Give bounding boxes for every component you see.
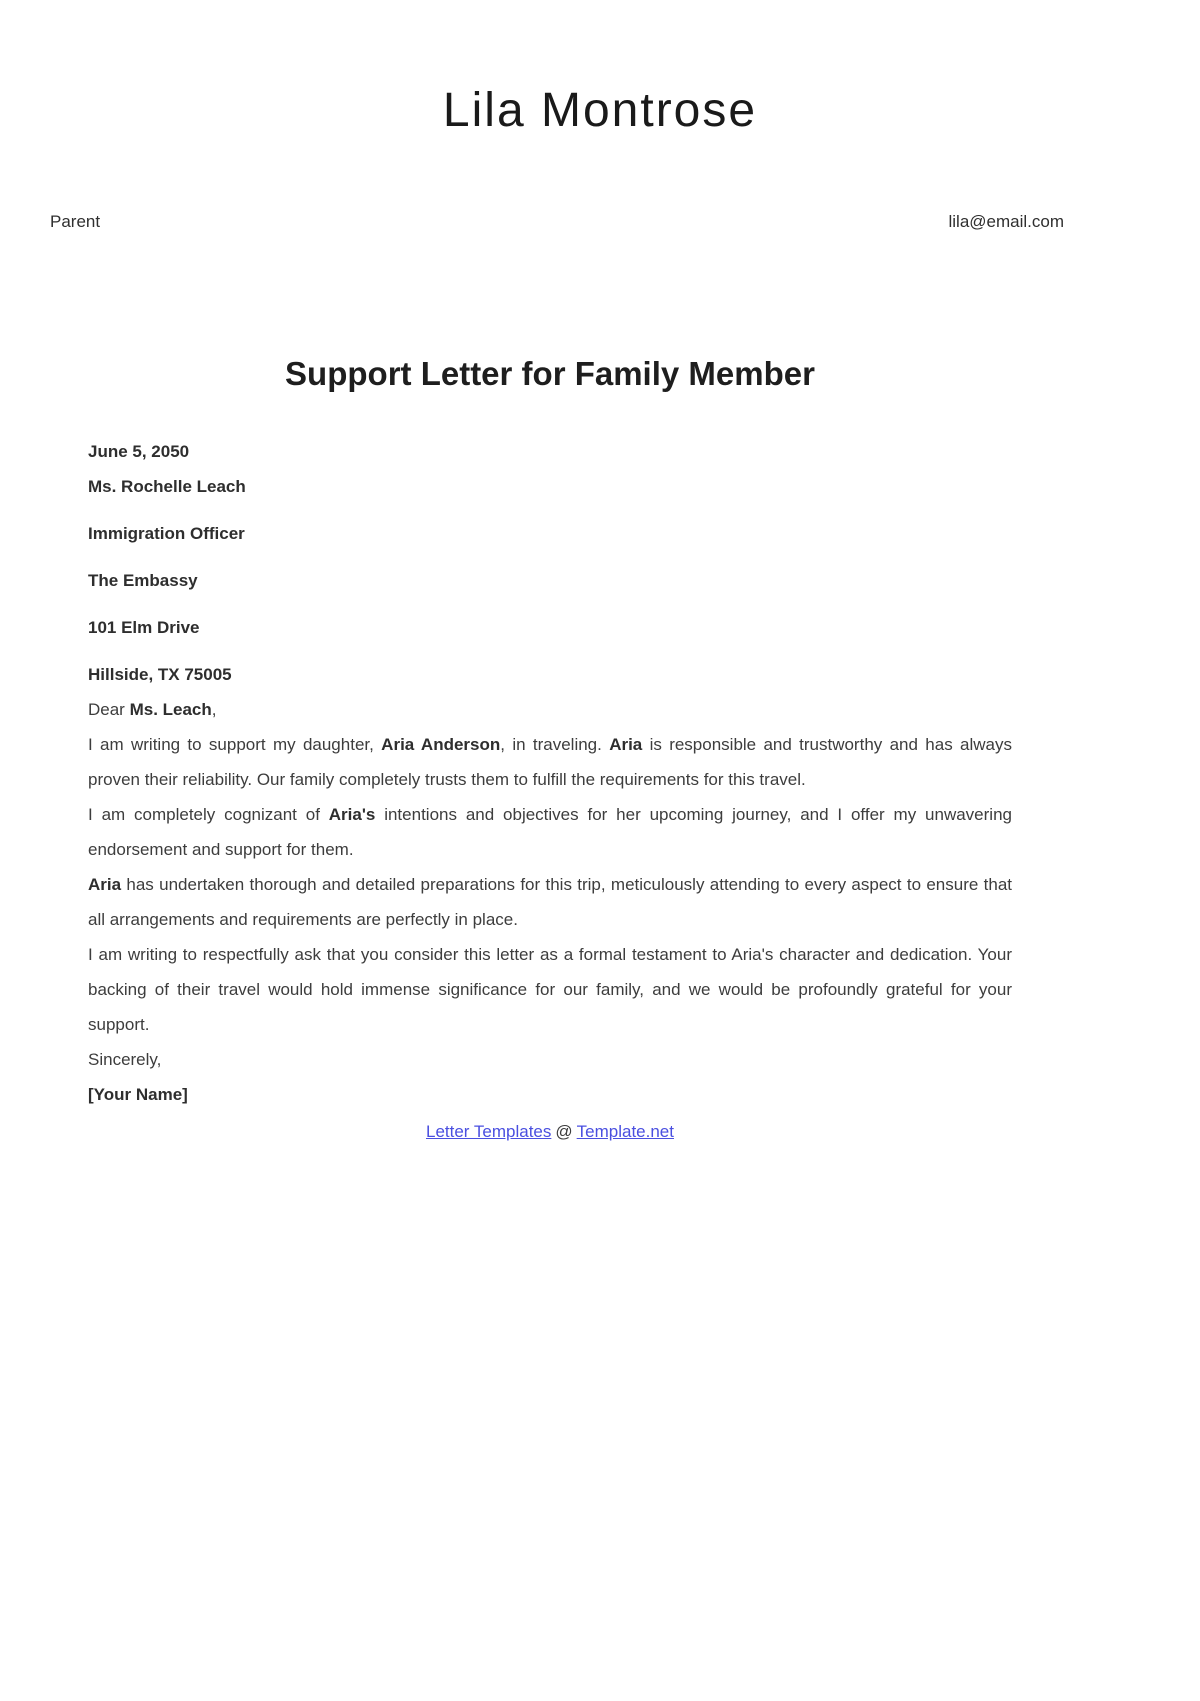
email-text: lila@email.com xyxy=(948,212,1064,231)
recipient-street: 101 Elm Drive xyxy=(88,618,200,637)
recipient-org: The Embassy xyxy=(88,571,198,590)
recipient-role: Immigration Officer xyxy=(88,524,245,543)
letter-date: June 5, 2050 xyxy=(88,442,190,461)
closing-line: Sincerely, xyxy=(88,1050,162,1069)
signature-placeholder: [Your Name] xyxy=(88,1085,188,1104)
letter-paragraph-3: Aria has undertaken thorough and detailed preparations for this trip, meticulously attending to every aspect to ensure that all arrangements and requirements are perfectly in place. xyxy=(88,875,1012,929)
letter-title: Support Letter for Family Member xyxy=(285,355,815,392)
salutation: Dear Ms. Leach, xyxy=(88,700,217,719)
author-name: Lila Montrose xyxy=(442,84,758,137)
recipient-city: Hillside, TX 75005 xyxy=(88,665,232,684)
letter-paragraph-4: I am writing to respectfully ask that you consider this letter as a formal testament to Aria's character and dedication. Your backing of their travel would hold immense significance for our family, and we would be profoundly grateful for your support. xyxy=(88,945,1012,1034)
recipient-name: Ms. Rochelle Leach xyxy=(88,477,246,496)
letter-paragraph-1: I am writing to support my daughter, Aria Anderson, in traveling. Aria is responsible and trustworthy and has always proven their reliability. Our family completely trusts them to fulfill the requirements for this travel. xyxy=(88,735,1012,789)
footer-separator: @ xyxy=(555,1122,573,1141)
letter-paragraph-2: I am completely cognizant of Aria's intentions and objectives for her upcoming journey, and I offer my unwavering endorsement and support for them. xyxy=(88,805,1012,859)
footer-attribution xyxy=(88,1114,1012,1149)
letter-templates-link[interactable]: Letter Templates xyxy=(426,1122,552,1141)
relationship-label: Parent xyxy=(50,212,101,231)
header-meta-row xyxy=(50,212,1064,232)
template-net-link[interactable]: Template.net xyxy=(576,1122,674,1141)
letter-body xyxy=(88,354,1012,1149)
